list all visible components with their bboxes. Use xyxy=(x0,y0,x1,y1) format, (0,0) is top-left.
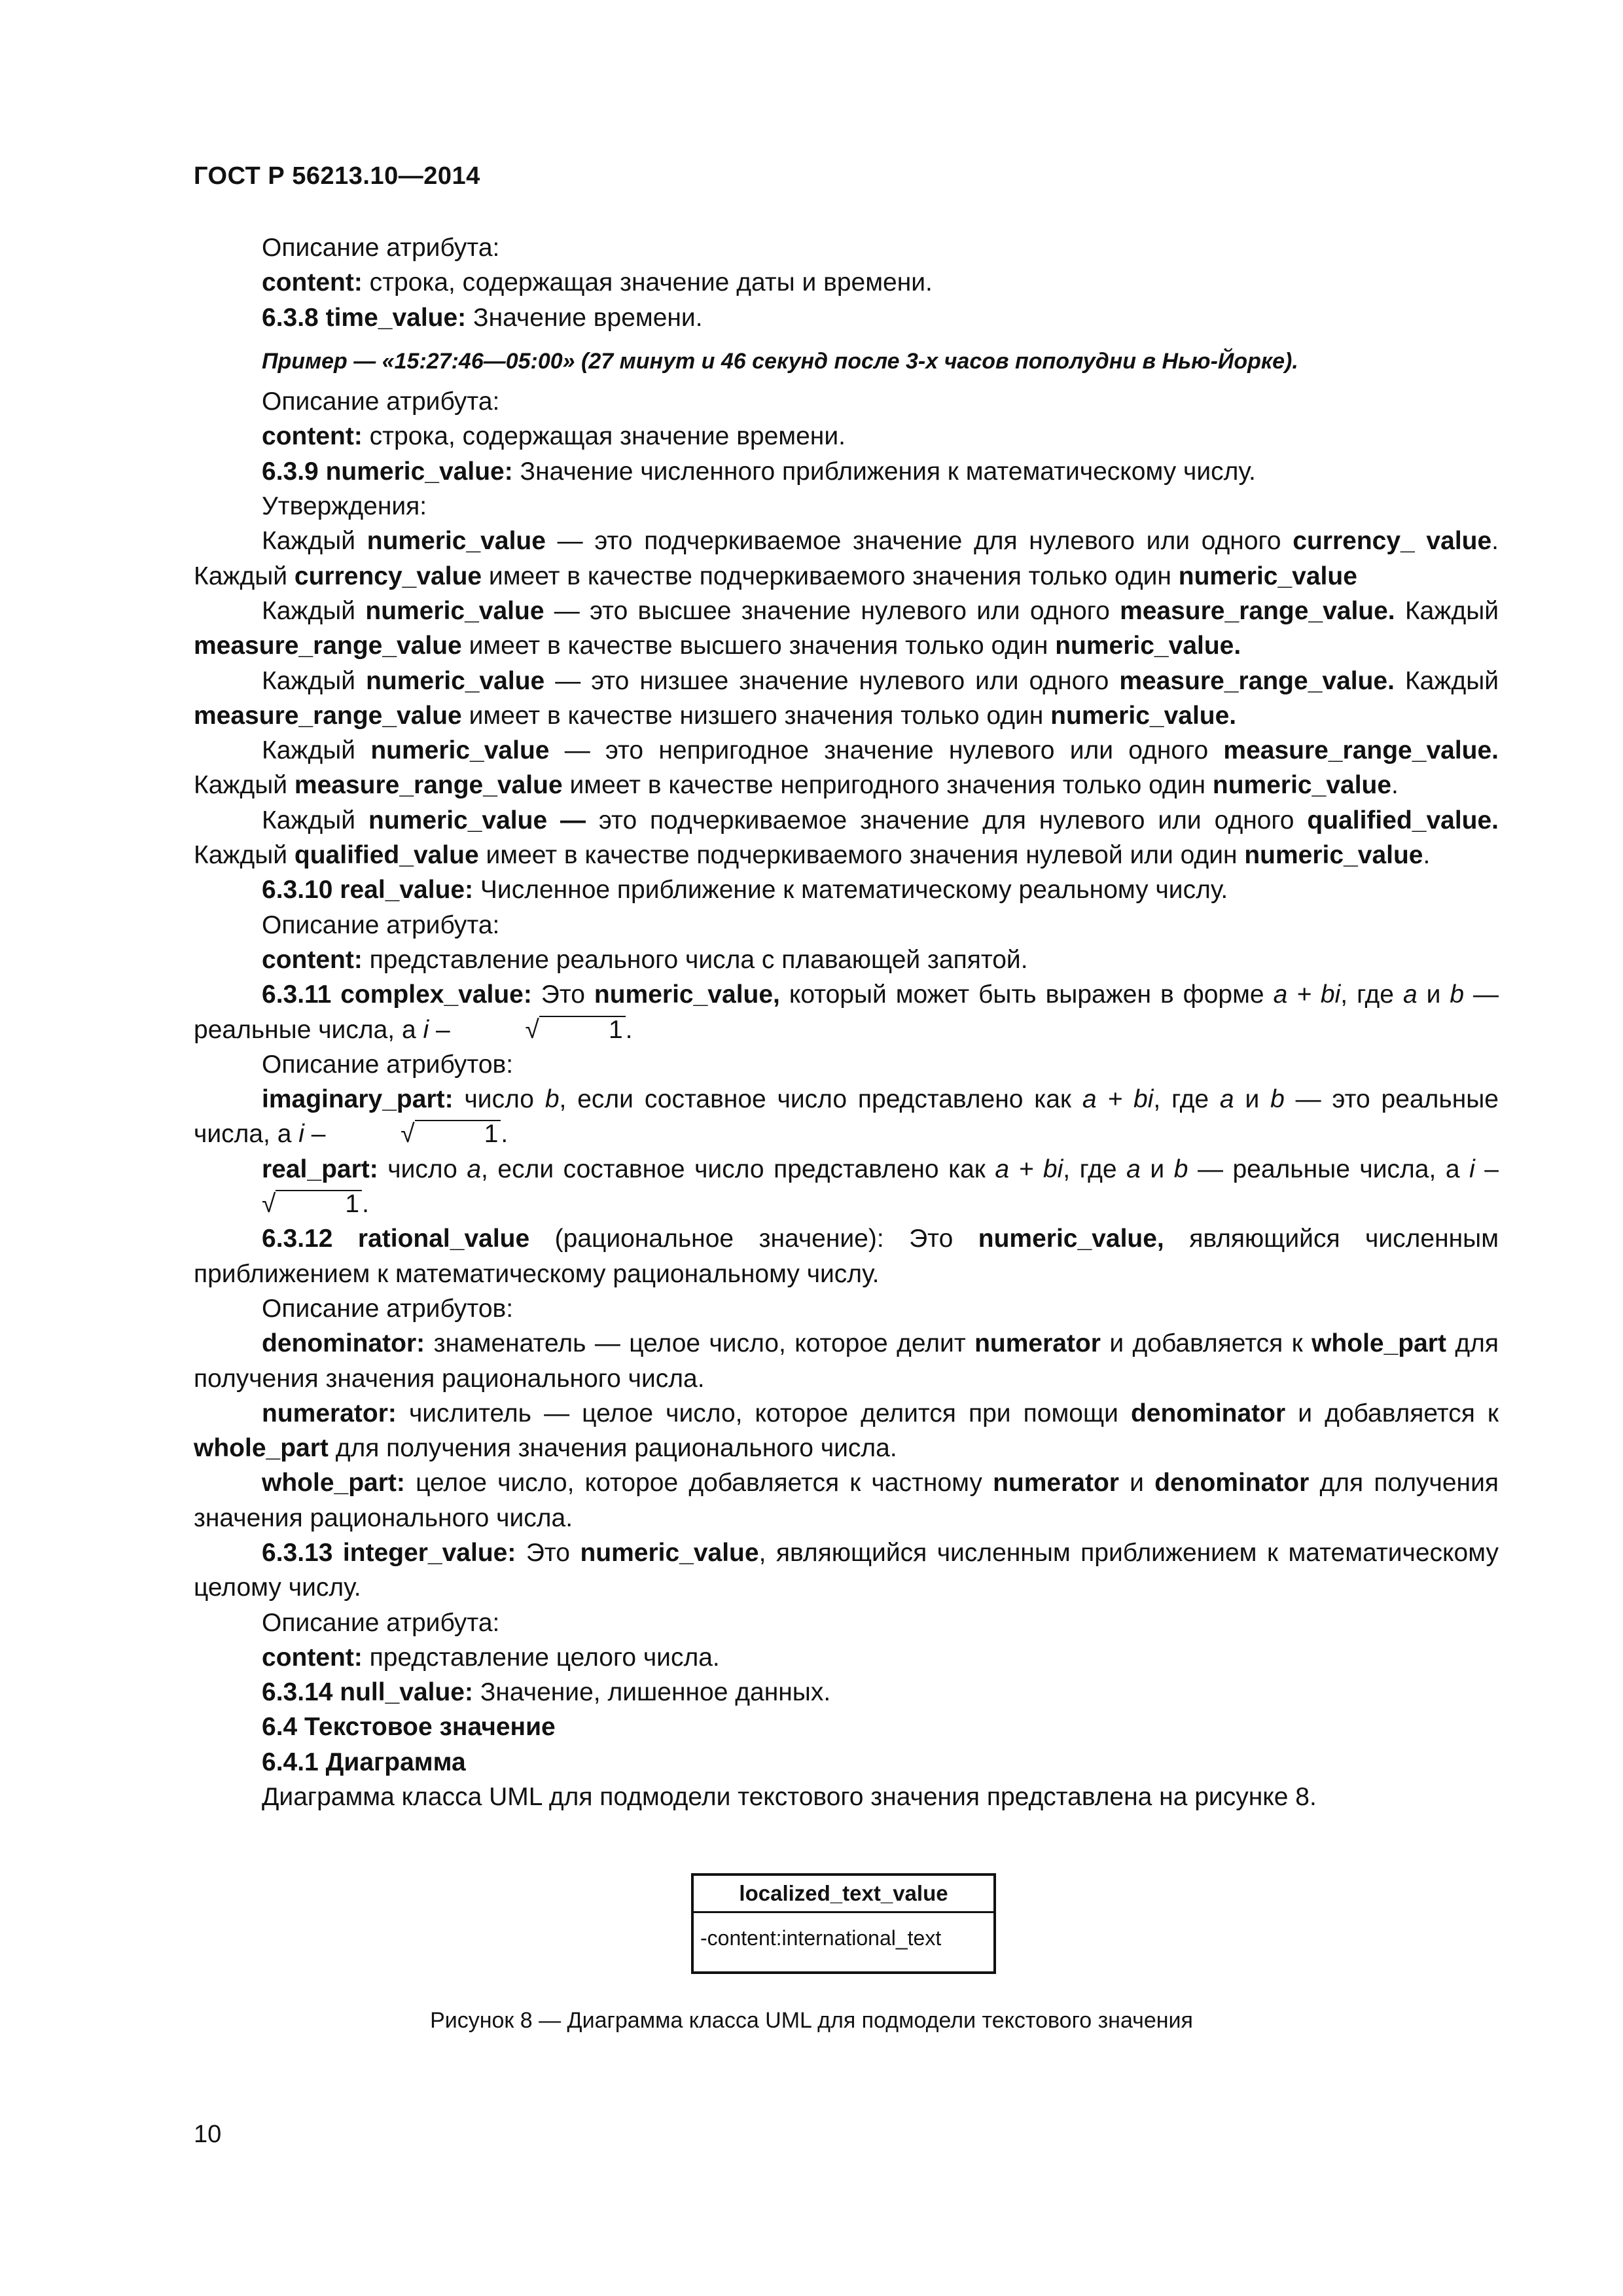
paragraph: content: строка, содержащая значение даты и времени. xyxy=(262,268,933,297)
sqrt-symbol: √ 1 xyxy=(194,1187,362,1221)
assertion-paragraph: Каждый numeric_value — это высшее значение нулевого или одного measure_range_value. Каждый measure_range_value имеет в качестве высшего значения только один numeric_value. xyxy=(194,596,1499,660)
section-heading: 6.4.1 Диаграмма xyxy=(262,1748,466,1776)
section-heading: 6.3.13 integer_value: Это numeric_value, являющийся численным приближением к математическому целому числу. xyxy=(194,1538,1499,1602)
page-number: 10 xyxy=(194,2121,222,2148)
paragraph: Описание атрибута: xyxy=(262,387,500,416)
attribute-description: denominator: знаменатель — целое число, которое делит numerator и добавляется к whole_part для получения значения рационального числа. xyxy=(194,1329,1499,1393)
assertion-paragraph: Каждый numeric_value — это низшее значение нулевого или одного measure_range_value. Каждый measure_range_value имеет в качестве низшего значения только один numeric_value. xyxy=(194,666,1499,730)
section-heading: 6.3.12 rational_value (рациональное значение): Это numeric_value, являющийся численным приближением к математическому рациональному числу. xyxy=(194,1225,1499,1288)
attribute-description: whole_part: целое число, которое добавляется к частному numerator и denominator для получения значения рационального числа. xyxy=(194,1469,1499,1532)
sqrt-symbol: √ 1 xyxy=(332,1117,501,1151)
section-heading: 6.3.11 complex_value: Это numeric_value, который может быть выражен в форме a + bi, где a и b — реальные числа, а i – √ 1 . xyxy=(194,977,1499,1047)
attribute-description: real_part: число a, если составное число представлено как a + bi, где a и b — реальные числа, а i –√ 1 . xyxy=(194,1152,1499,1222)
attribute-description: numerator: числитель — целое число, которое делится при помощи denominator и добавляется к whole_part для получения значения рационального числа. xyxy=(194,1399,1499,1463)
assertion-paragraph: Каждый numeric_value — это подчеркиваемое значение для нулевого или одного currency_ value. Каждый currency_value имеет в качестве подчеркиваемого значения только один numeric_value xyxy=(194,527,1499,590)
document-body xyxy=(194,230,1499,1814)
paragraph: Утверждения: xyxy=(262,492,427,521)
paragraph: Описание атрибута: xyxy=(262,234,500,262)
section-heading: 6.3.10 real_value: Численное приближение к математическому реальному числу. xyxy=(262,876,1228,905)
paragraph: Диаграмма класса UML для подмодели текстового значения представлена на рисунке 8. xyxy=(262,1783,1317,1812)
paragraph: Описание атрибутов: xyxy=(262,1050,514,1079)
paragraph: Описание атрибута: xyxy=(262,1608,500,1637)
section-heading: 6.3.8 time_value: Значение времени. xyxy=(262,303,703,332)
section-heading: 6.3.9 numeric_value: Значение численного приближения к математическому числу. xyxy=(262,457,1256,486)
uml-class-attribute: -content:international_text xyxy=(700,1926,942,1950)
paragraph: content: строка, содержащая значение времени. xyxy=(262,422,846,451)
section-heading: 6.4 Текстовое значение xyxy=(262,1713,556,1742)
uml-class-box xyxy=(691,1873,996,1974)
paragraph: Описание атрибута: xyxy=(262,910,500,939)
uml-class-name: localized_text_value xyxy=(694,1876,993,1913)
paragraph: content: представление целого числа. xyxy=(262,1643,720,1672)
example-note: Пример — «15:27:46—05:00» (27 минут и 46 секунд после 3-х часов пополудни в Нью-Йорке). xyxy=(262,348,1298,374)
document-header: ГОСТ Р 56213.10—2014 xyxy=(194,162,480,190)
sqrt-symbol: √ 1 xyxy=(457,1013,626,1047)
paragraph: Описание атрибутов: xyxy=(262,1294,514,1323)
section-heading: 6.3.14 null_value: Значение, лишенное данных. xyxy=(262,1678,831,1707)
assertion-paragraph: Каждый numeric_value — это непригодное значение нулевого или одного measure_range_value. Каждый measure_range_value имеет в качестве непригодного значения только один numeric_value. xyxy=(194,736,1499,800)
attribute-description: imaginary_part: число b, если составное число представлено как a + bi, где a и b — это реальные числа, а i – √ 1 . xyxy=(194,1082,1499,1152)
assertion-paragraph: Каждый numeric_value — это подчеркиваемое значение для нулевого или одного qualified_value. Каждый qualified_value имеет в качестве подчеркиваемого значения нулевой или один numeric_value. xyxy=(194,806,1499,870)
paragraph: content: представление реального числа с плавающей запятой. xyxy=(262,945,1028,974)
figure-caption: Рисунок 8 — Диаграмма класса UML для подмодели текстового значения xyxy=(430,2008,1193,2033)
